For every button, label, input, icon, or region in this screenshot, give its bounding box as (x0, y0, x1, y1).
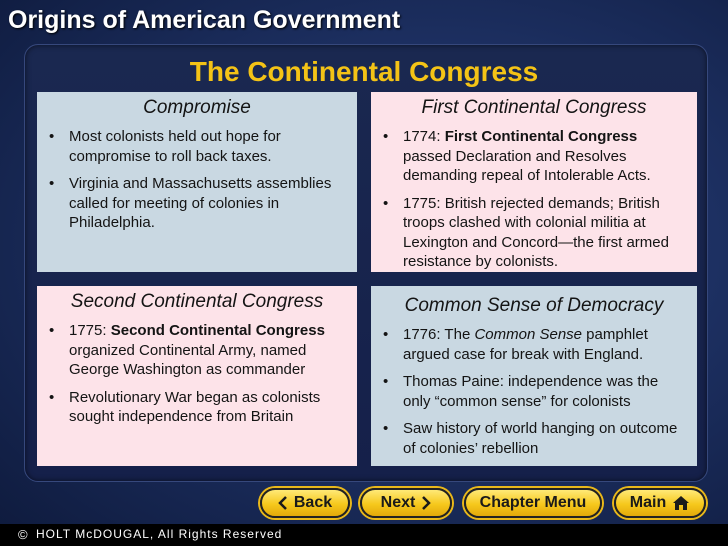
bullet-icon: • (383, 326, 389, 343)
chapter-menu-button[interactable]: Chapter Menu (464, 488, 602, 518)
footer-bar (0, 524, 728, 546)
bullet-icon: • (383, 128, 389, 145)
bullet-icon: • (383, 373, 389, 390)
common-sense-box (371, 286, 697, 466)
first-congress-box (371, 92, 697, 272)
chevron-right-icon (421, 495, 431, 511)
back-button[interactable]: Back (260, 488, 350, 518)
home-icon (672, 495, 690, 511)
first-congress-list (381, 127, 687, 272)
second-congress-list (47, 321, 347, 427)
header-title: Origins of American Government (8, 6, 401, 34)
bullet-icon: • (383, 194, 389, 212)
common-sense-heading: Common Sense of Democracy (404, 295, 664, 316)
list-item: • Most colonists held out hope for compromise to roll back taxes. (49, 128, 281, 165)
compromise-box (37, 92, 357, 272)
footer-text: HOLT McDOUGAL, All Rights Reserved (36, 527, 283, 541)
common-sense-list (381, 325, 687, 458)
list-item: • Revolutionary War began as colonists sought independence from Britain (49, 388, 321, 425)
slide-title: The Continental Congress (189, 56, 539, 87)
bullet-icon: • (49, 128, 55, 145)
list-item: • 1774: First Continental Congress passed Declaration and Resolves demanding repeal of Intolerable Acts. (383, 128, 651, 184)
compromise-list (47, 127, 347, 233)
list-item: • 1776: The Common Sense pamphlet argued case for break with England. (383, 326, 648, 363)
list-item: • Thomas Paine: independence was the only “common sense” for colonists (383, 373, 659, 410)
main-button[interactable]: Main (614, 488, 706, 518)
next-button[interactable]: Next (360, 488, 452, 518)
bullet-icon: • (49, 388, 55, 406)
second-congress-box (37, 286, 357, 466)
bullet-icon: • (383, 420, 389, 437)
bullet-icon: • (49, 175, 55, 192)
list-item: • 1775: British rejected demands; British troops clashed with colonial militia at Lexington and Concord—the first armed resistance by colonists. (383, 194, 669, 270)
first-congress-heading: First Continental Congress (421, 97, 647, 118)
list-item: • Virginia and Massachusetts assemblies called for meeting of colonies in Philadelphia. (49, 175, 332, 231)
list-item: • 1775: Second Continental Congress organized Continental Army, named George Washington as commander (49, 322, 325, 378)
second-congress-heading: Second Continental Congress (70, 291, 324, 312)
copyright-icon: © (18, 527, 28, 542)
compromise-heading: Compromise (143, 97, 251, 118)
chevron-left-icon (278, 495, 288, 511)
bullet-icon: • (49, 322, 55, 339)
list-item: • Saw history of world hanging on outcome of colonies’ rebellion (383, 420, 678, 457)
